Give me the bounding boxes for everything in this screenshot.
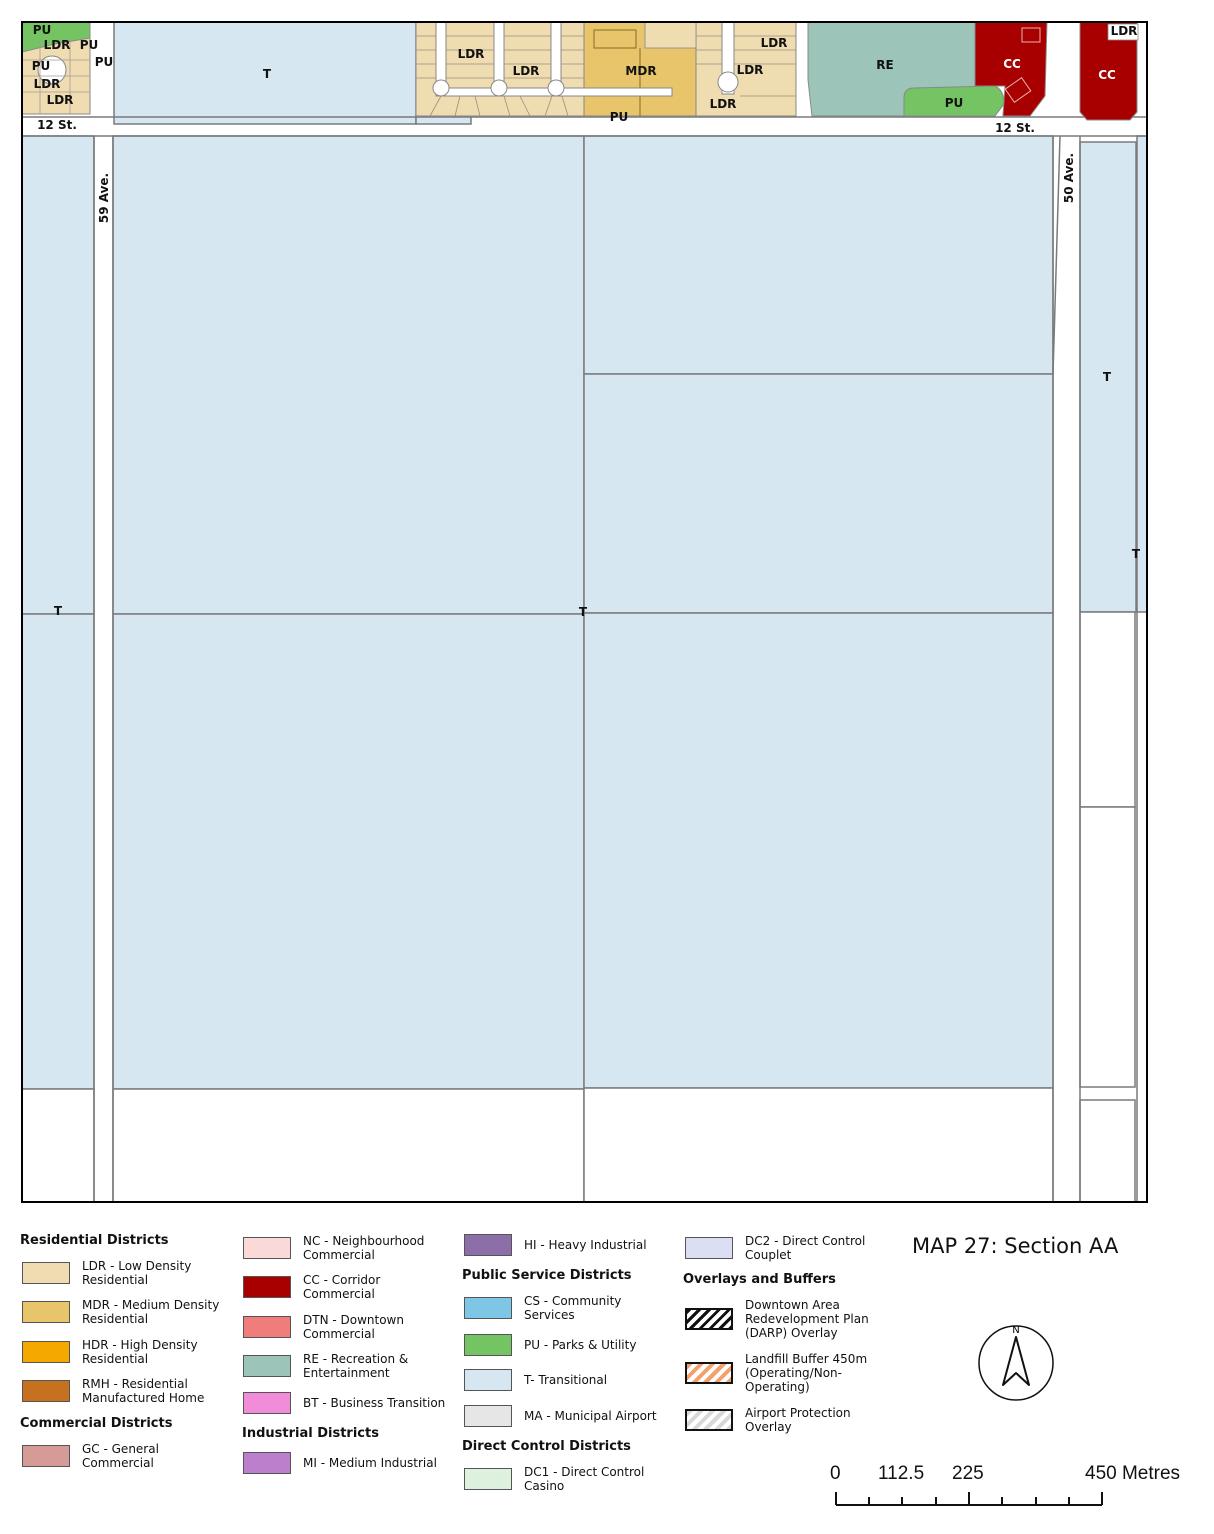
legend-item-darp [685,1298,905,1340]
legend-swatch [243,1392,291,1414]
legend-label: Downtown Area Redevelopment Plan (DARP) Overlay [745,1298,869,1340]
svg-text:T: T [53,604,63,618]
north-label: N [1012,1325,1020,1336]
legend-swatch-hatched [685,1409,733,1431]
legend-item-re [243,1352,463,1380]
legend-label: RMH - Residential Manufactured Home [82,1377,205,1405]
transitional-parcels [22,22,1147,1089]
svg-text:LDR: LDR [1110,24,1138,38]
legend-label: NC - Neighbourhood Commercial [303,1234,425,1262]
legend-label: GC - General Commercial [82,1442,159,1470]
svg-text:CC: CC [1098,68,1116,82]
legend-label: Airport Protection Overlay [745,1406,851,1434]
svg-text:CC: CC [1003,57,1021,71]
svg-text:50 Ave.: 50 Ave. [1062,152,1076,204]
legend-item-landfill [685,1352,905,1394]
legend-label: T- Transitional [524,1373,608,1387]
legend-item-mi [243,1452,463,1474]
legend-swatch [464,1405,512,1427]
legend-item-rmh [22,1377,242,1405]
svg-text:T: T [1131,547,1141,561]
legend-item-bt [243,1392,463,1414]
legend-swatch [22,1445,70,1467]
legend-item-dtn [243,1313,463,1341]
legend-swatch-hatched [685,1362,733,1384]
legend-heading-public-service: Public Service Districts [462,1268,632,1283]
legend-swatch [243,1452,291,1474]
scale-tick-450: 450 Metres [1085,1463,1181,1484]
legend-swatch [22,1262,70,1284]
legend-swatch-hatched [685,1308,733,1330]
legend-item-nc [243,1234,463,1262]
legend-swatch [685,1237,733,1259]
svg-text:PU: PU [609,110,629,124]
scale-tick-112: 112.5 [878,1463,925,1484]
legend-swatch [464,1234,512,1256]
legend-label: MDR - Medium Density Residential [82,1298,220,1326]
legend-item-t [464,1369,684,1391]
svg-text:RE: RE [876,58,894,72]
legend-heading-direct-control: Direct Control Districts [462,1439,631,1454]
legend-item-pu [464,1334,684,1356]
svg-text:LDR: LDR [43,38,71,52]
legend-heading-industrial: Industrial Districts [242,1426,379,1441]
svg-text:PU: PU [944,96,964,110]
legend-item-airport [685,1406,905,1434]
legend-swatch [243,1276,291,1298]
svg-text:LDR: LDR [457,47,485,61]
svg-text:LDR: LDR [33,77,61,91]
legend-item-ma [464,1405,684,1427]
north-arrow-icon [976,1323,1056,1403]
map-title: MAP 27: Section AA [912,1234,1119,1258]
svg-text:12 St.: 12 St. [37,118,77,132]
legend-swatch [243,1237,291,1259]
legend-swatch [464,1468,512,1490]
legend-swatch [22,1341,70,1363]
legend-item-hi [464,1234,684,1256]
svg-text:12 St.: 12 St. [995,121,1035,135]
legend-swatch [464,1369,512,1391]
svg-text:59 Ave.: 59 Ave. [97,172,111,224]
svg-text:LDR: LDR [46,93,74,107]
legend-swatch [243,1316,291,1338]
svg-text:LDR: LDR [736,63,764,77]
legend-label: CC - Corridor Commercial [303,1273,381,1301]
svg-text:PU: PU [32,23,52,37]
svg-text:PU: PU [79,38,99,52]
scale-bar [832,1488,1106,1508]
legend-item-cs [464,1294,684,1322]
legend-item-gc [22,1442,242,1470]
svg-text:PU: PU [94,55,114,69]
legend-label: DC1 - Direct Control Casino [524,1465,645,1493]
svg-text:T: T [1102,370,1112,384]
legend-swatch [22,1301,70,1323]
svg-text:LDR: LDR [709,97,737,111]
legend-label: MI - Medium Industrial [303,1456,437,1470]
svg-text:T: T [578,605,588,619]
legend-label: BT - Business Transition [303,1396,446,1410]
legend-label: LDR - Low Density Residential [82,1259,192,1287]
svg-text:LDR: LDR [760,36,788,50]
legend-heading-overlays: Overlays and Buffers [683,1272,836,1287]
svg-text:PU: PU [31,59,51,73]
legend-label: HI - Heavy Industrial [524,1238,647,1252]
legend-swatch [464,1334,512,1356]
legend-label: MA - Municipal Airport [524,1409,657,1423]
legend-label: CS - Community Services [524,1294,622,1322]
legend-label: RE - Recreation & Entertainment [303,1352,409,1380]
legend-label: Landfill Buffer 450m (Operating/Non- Operating) [745,1352,868,1394]
legend-item-ldr [22,1259,242,1287]
legend-heading-commercial: Commercial Districts [20,1416,173,1431]
legend-swatch [464,1297,512,1319]
legend-label: DTN - Downtown Commercial [303,1313,404,1341]
legend-item-cc [243,1273,463,1301]
svg-text:T: T [262,67,272,81]
legend-item-hdr [22,1338,242,1366]
legend-label: HDR - High Density Residential [82,1338,198,1366]
legend-item-mdr [22,1298,242,1326]
svg-text:MDR: MDR [625,64,657,78]
legend-item-dc2 [685,1234,905,1262]
svg-text:LDR: LDR [512,64,540,78]
scale-tick-225: 225 [952,1463,984,1484]
legend-label: DC2 - Direct Control Couplet [745,1234,866,1262]
legend-label: PU - Parks & Utility [524,1338,637,1352]
legend-swatch [22,1380,70,1402]
legend-item-dc1 [464,1465,684,1493]
scale-tick-0: 0 [830,1463,841,1484]
legend-heading-residential: Residential Districts [20,1233,169,1248]
top-right-districts [808,22,1138,120]
legend-swatch [243,1355,291,1377]
